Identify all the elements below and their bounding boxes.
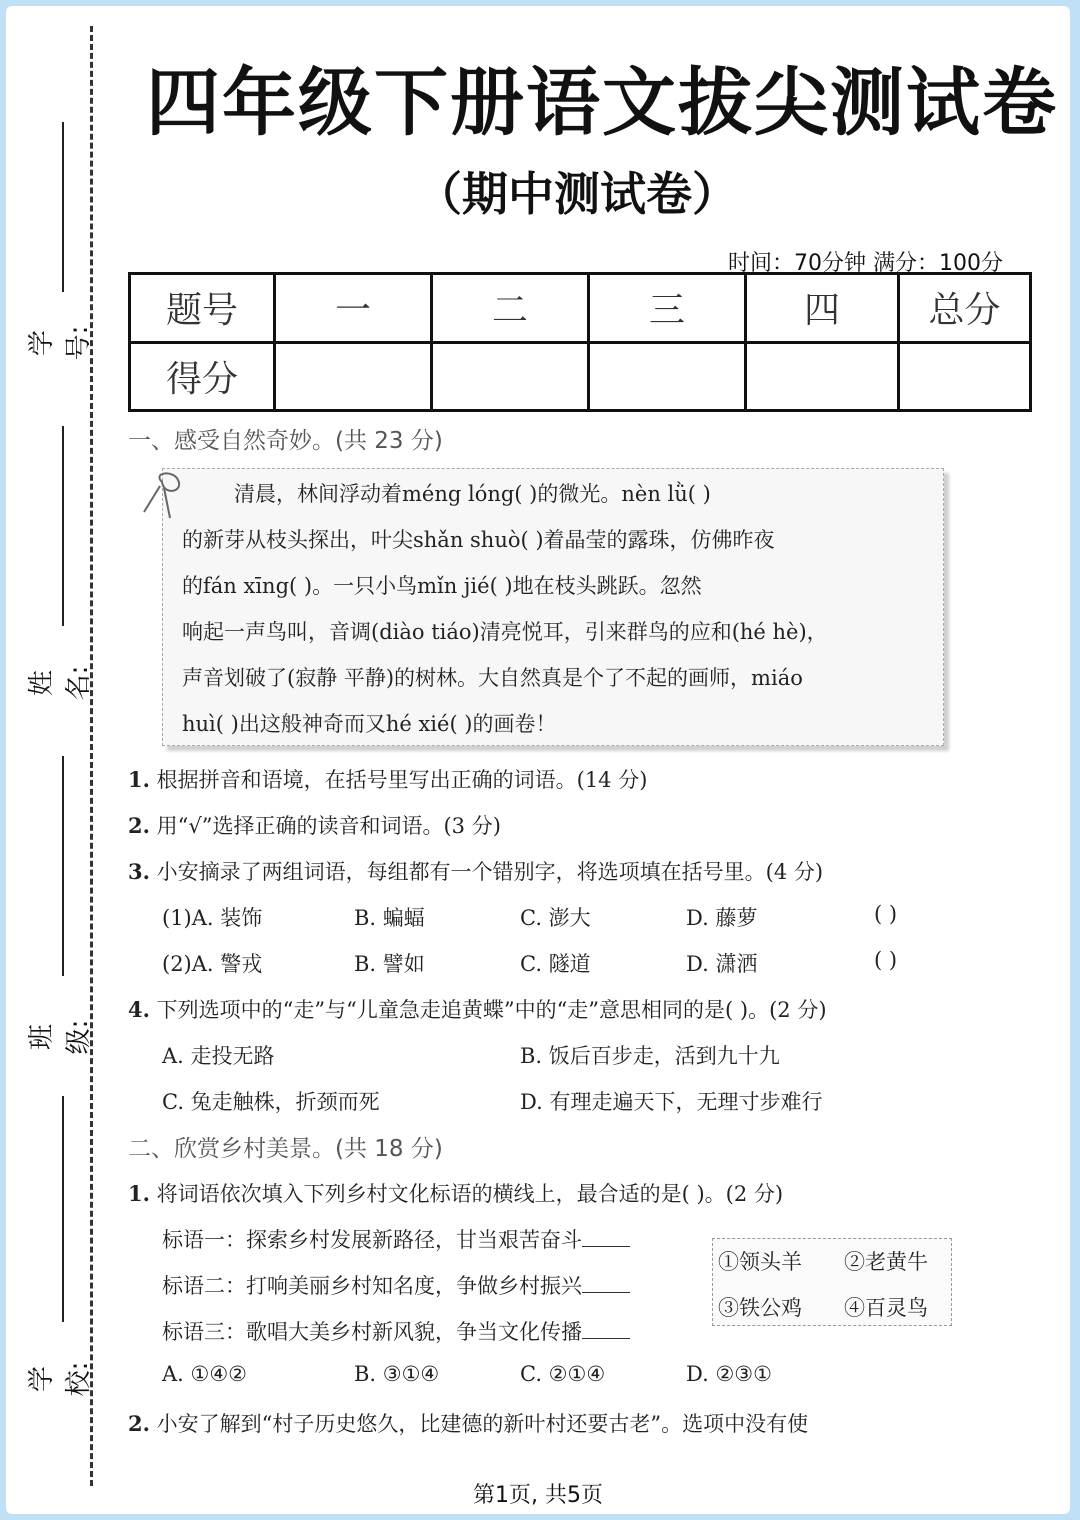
option: C. ②①④ (520, 1362, 606, 1386)
question-text: 用“√”选择正确的读音和词语。(3 分) (156, 814, 501, 838)
question-1-3 (128, 856, 823, 886)
fill-blank[interactable] (582, 1246, 630, 1247)
slogan-line (162, 1224, 630, 1254)
score-cell: 题号 (130, 274, 275, 343)
score-cell: 总分 (899, 274, 1031, 343)
passage-line: huì( )出这般神奇而又hé xié( )的画卷！ (182, 712, 557, 736)
option: D. 潇洒 (686, 952, 758, 976)
fill-blank[interactable] (582, 1338, 630, 1339)
question-1-4 (128, 994, 827, 1024)
option: B. 蝙蝠 (354, 906, 425, 930)
score-input-cell[interactable] (589, 342, 746, 411)
student-id-line (62, 122, 64, 292)
section2-heading: 二、欣赏乡村美景。(共 18 分) (128, 1136, 443, 1162)
question-number: 2. (128, 813, 150, 838)
score-input-cell[interactable] (275, 342, 432, 411)
score-input-cell[interactable] (746, 342, 899, 411)
section1-heading: 一、感受自然奇妙。(共 23 分) (128, 428, 443, 454)
score-cell: 三 (589, 274, 746, 343)
option: D. 有理走遍天下，无理寸步难行 (520, 1090, 823, 1114)
question-text: 将词语依次填入下列乡村文化标语的横线上，最合适的是( )。(2 分) (156, 1182, 784, 1206)
school-label: 学校: (27, 1361, 94, 1397)
fill-blank[interactable] (582, 1292, 630, 1293)
question-2-1 (128, 1178, 783, 1208)
school-line (62, 1096, 64, 1322)
question-number: 1. (128, 767, 150, 792)
passage-line: 的新芽从枝头探出，叶尖shǎn shuò( )着晶莹的露珠，仿佛昨夜 (182, 528, 775, 552)
question-text: 下列选项中的“走”与“儿童急走追黄蝶”中的“走”意思相同的是( )。(2 分) (156, 998, 827, 1022)
slogan-text: 标语二：打响美丽乡村知名度，争做乡村振兴 (162, 1274, 582, 1298)
question-text: 小安了解到“村子历史悠久，比建德的新叶村还要古老”。选项中没有使 (156, 1412, 809, 1436)
answer-parentheses[interactable]: ( ) (874, 948, 898, 972)
slogan-text: 标语三：歌唱大美乡村新风貌，争当文化传播 (162, 1320, 582, 1344)
class-label: 班级: (27, 1019, 94, 1055)
question-number: 2. (128, 1411, 150, 1436)
passage-line: 清晨，林间浮动着méng lóng( )的微光。nèn lǜ( ) (234, 482, 711, 506)
question-text: 小安摘录了两组词语，每组都有一个错别字，将选项填在括号里。(4 分) (156, 860, 824, 884)
page-number: 第1页, 共5页 (473, 1483, 603, 1508)
answer-parentheses[interactable]: ( ) (874, 902, 898, 926)
fold-dashed-line (90, 26, 93, 1486)
ribbon-knot-icon (134, 468, 198, 528)
option: B. 譬如 (354, 952, 425, 976)
option: B. 饭后百步走，活到九十九 (520, 1044, 780, 1068)
question-number: 4. (128, 997, 150, 1022)
name-label: 姓名: (27, 665, 94, 701)
option: C. 澎大 (520, 906, 591, 930)
option: B. ③①④ (354, 1362, 440, 1386)
passage-box (162, 468, 944, 746)
question-text: 根据拼音和语境，在括号里写出正确的词语。(14 分) (156, 768, 648, 792)
page-title: 四年级下册语文拔尖测试卷 (146, 60, 1058, 146)
score-input-cell[interactable] (432, 342, 589, 411)
question-number: 1. (128, 1181, 150, 1206)
score-table (128, 272, 1032, 412)
word-option: ③铁公鸡 (718, 1296, 802, 1320)
question-2-2 (128, 1408, 808, 1438)
word-option: ②老黄牛 (844, 1250, 928, 1274)
name-line (62, 426, 64, 626)
score-cell: 二 (432, 274, 589, 343)
score-cell: 得分 (130, 342, 275, 411)
word-option: ①领头羊 (718, 1250, 802, 1274)
question-1-1 (128, 764, 647, 794)
option: (1)A. 装饰 (162, 906, 263, 930)
option: D. 藤萝 (686, 906, 758, 930)
option: C. 兔走触株，折颈而死 (162, 1090, 380, 1114)
score-cell: 一 (275, 274, 432, 343)
option: A. 走投无路 (162, 1044, 275, 1068)
question-number: 3. (128, 859, 150, 884)
time-info: 时间：70分钟 满分：100分 (728, 251, 1003, 276)
passage-line: 的fán xīng( )。一只小鸟mǐn jié( )地在枝头跳跃。忽然 (182, 574, 702, 598)
exam-page (6, 6, 1070, 1514)
class-line (62, 756, 64, 976)
passage-line: 声音划破了(寂静 平静)的树林。大自然真是个了不起的画师，miáo (182, 666, 803, 690)
option: C. 隧道 (520, 952, 591, 976)
slogan-line (162, 1270, 630, 1300)
word-option: ④百灵鸟 (844, 1296, 928, 1320)
slogan-line (162, 1316, 630, 1346)
slogan-text: 标语一：探索乡村发展新路径，甘当艰苦奋斗 (162, 1228, 582, 1252)
student-id-label: 学号: (27, 325, 94, 361)
passage-line: 响起一声鸟叫，音调(diào tiáo)清亮悦耳，引来群鸟的应和(hé hè)， (182, 620, 828, 644)
option: A. ①④② (162, 1362, 247, 1386)
score-table-score-row (130, 342, 1031, 411)
option: D. ②③① (686, 1362, 772, 1386)
score-table-header-row (130, 274, 1031, 343)
score-input-cell[interactable] (899, 342, 1031, 411)
question-1-2 (128, 810, 501, 840)
score-cell: 四 (746, 274, 899, 343)
option: (2)A. 警戎 (162, 952, 263, 976)
page-subtitle: （期中测试卷） (416, 167, 738, 221)
